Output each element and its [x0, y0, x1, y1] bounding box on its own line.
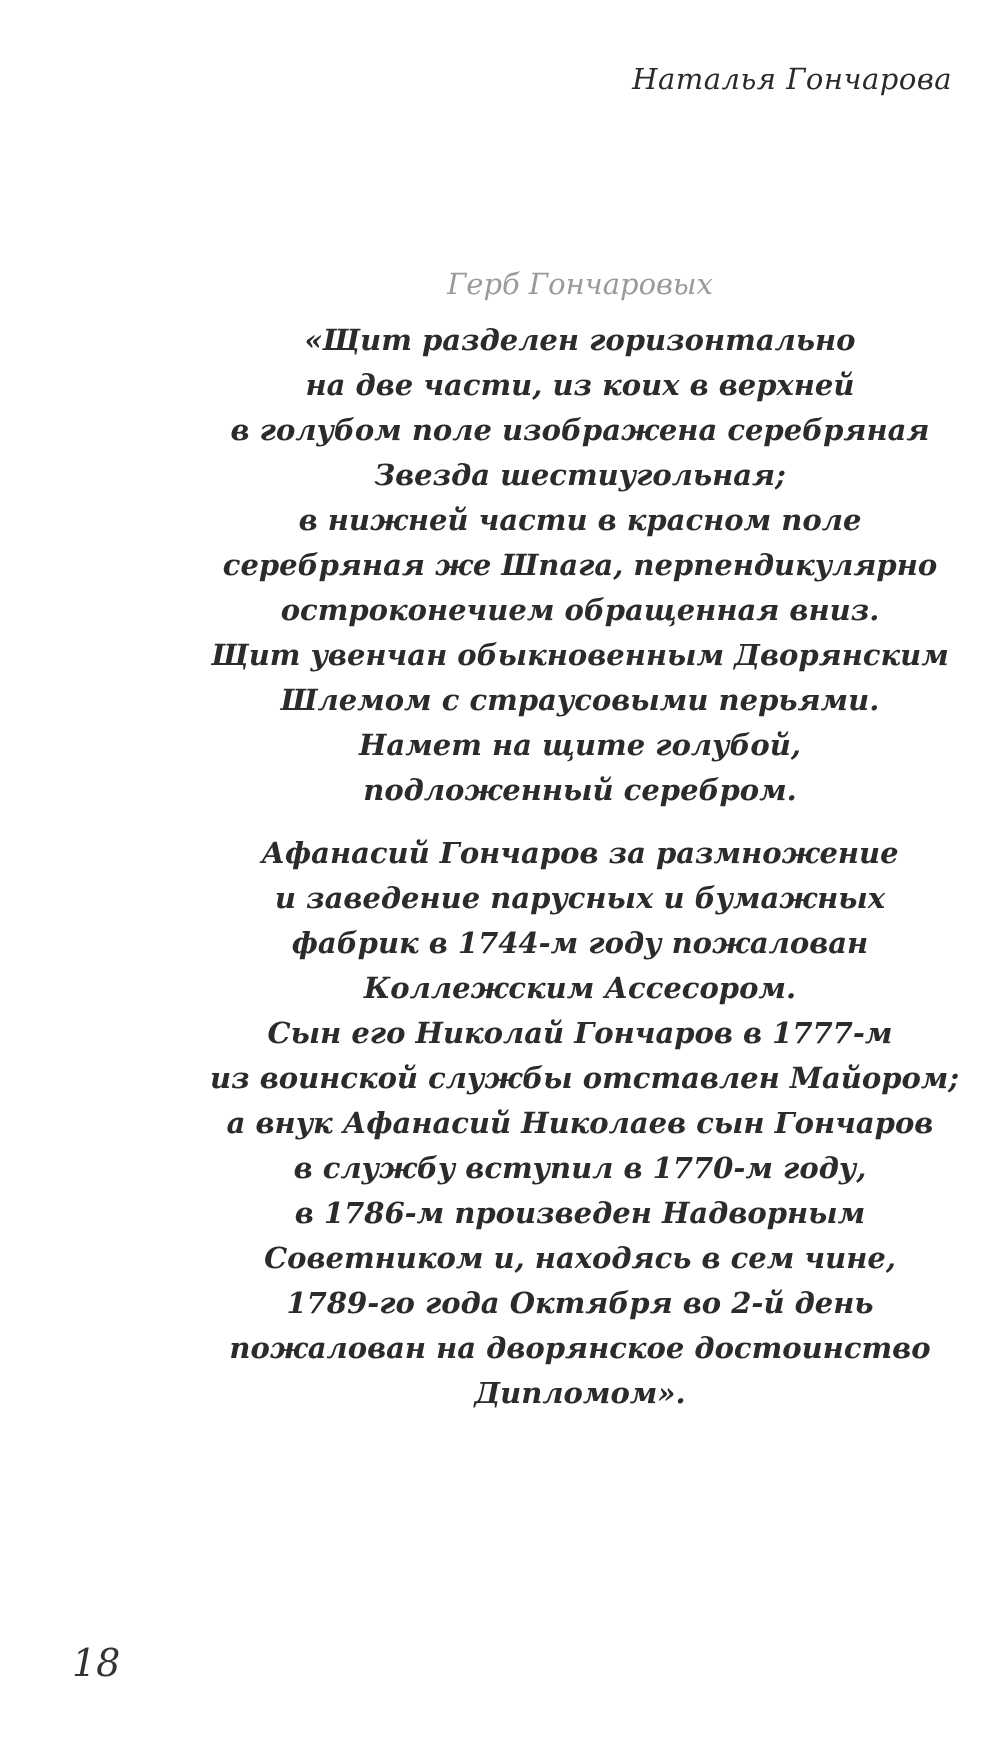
text-line: и заведение парусных и бумажных: [274, 881, 886, 915]
text-line: пожалован на дворянское достоинство: [229, 1331, 931, 1365]
page-content: [210, 262, 960, 1416]
paragraph-spacer: [210, 813, 950, 831]
text-line: в 1786-м произведен Надворным: [294, 1196, 866, 1230]
paragraph-history: [210, 831, 960, 1416]
text-line: в службу вступил в 1770-м году,: [293, 1151, 867, 1185]
text-line: на две части, из коих в верхней: [305, 368, 855, 402]
text-line: 1789-го года Октября во 2-й день: [286, 1286, 874, 1320]
text-line: Щит увенчан обыкновенным Дворянским: [211, 638, 949, 672]
text-line: Шлемом с страусовыми перьями.: [280, 683, 880, 717]
text-line: фабрик в 1744-м году пожалован: [291, 926, 869, 960]
text-line: Намет на щите голубой,: [359, 728, 801, 762]
text-line: Дипломом».: [474, 1376, 686, 1410]
text-line: «Щит разделен горизонтально: [304, 323, 856, 357]
text-line: из воинской службы отставлен Майором;: [210, 1061, 960, 1095]
page-number: 18: [72, 1641, 121, 1685]
text-line: а внук Афанасий Николаев сын Гончаров: [226, 1106, 934, 1140]
text-line: Афанасий Гончаров за размножение: [261, 836, 899, 870]
text-line: Звезда шестиугольная;: [374, 458, 786, 492]
running-header: Наталья Гончарова: [632, 62, 952, 96]
text-line: Советником и, находясь в сем чине,: [264, 1241, 896, 1275]
text-line: Сын его Николай Гончаров в 1777-м: [267, 1016, 893, 1050]
section-title: Герб Гончаровых: [447, 267, 713, 301]
text-line: Коллежским Ассесором.: [363, 971, 797, 1005]
text-line: подложенный серебром.: [363, 773, 797, 807]
text-line: серебряная же Шпага, перпендикулярно: [222, 548, 938, 582]
paragraph-coat-of-arms: [210, 318, 950, 813]
text-line: остроконечием обращенная вниз.: [280, 593, 880, 627]
text-line: в нижней части в красном поле: [298, 503, 862, 537]
text-line: в голубом поле изображена серебряная: [230, 413, 930, 447]
